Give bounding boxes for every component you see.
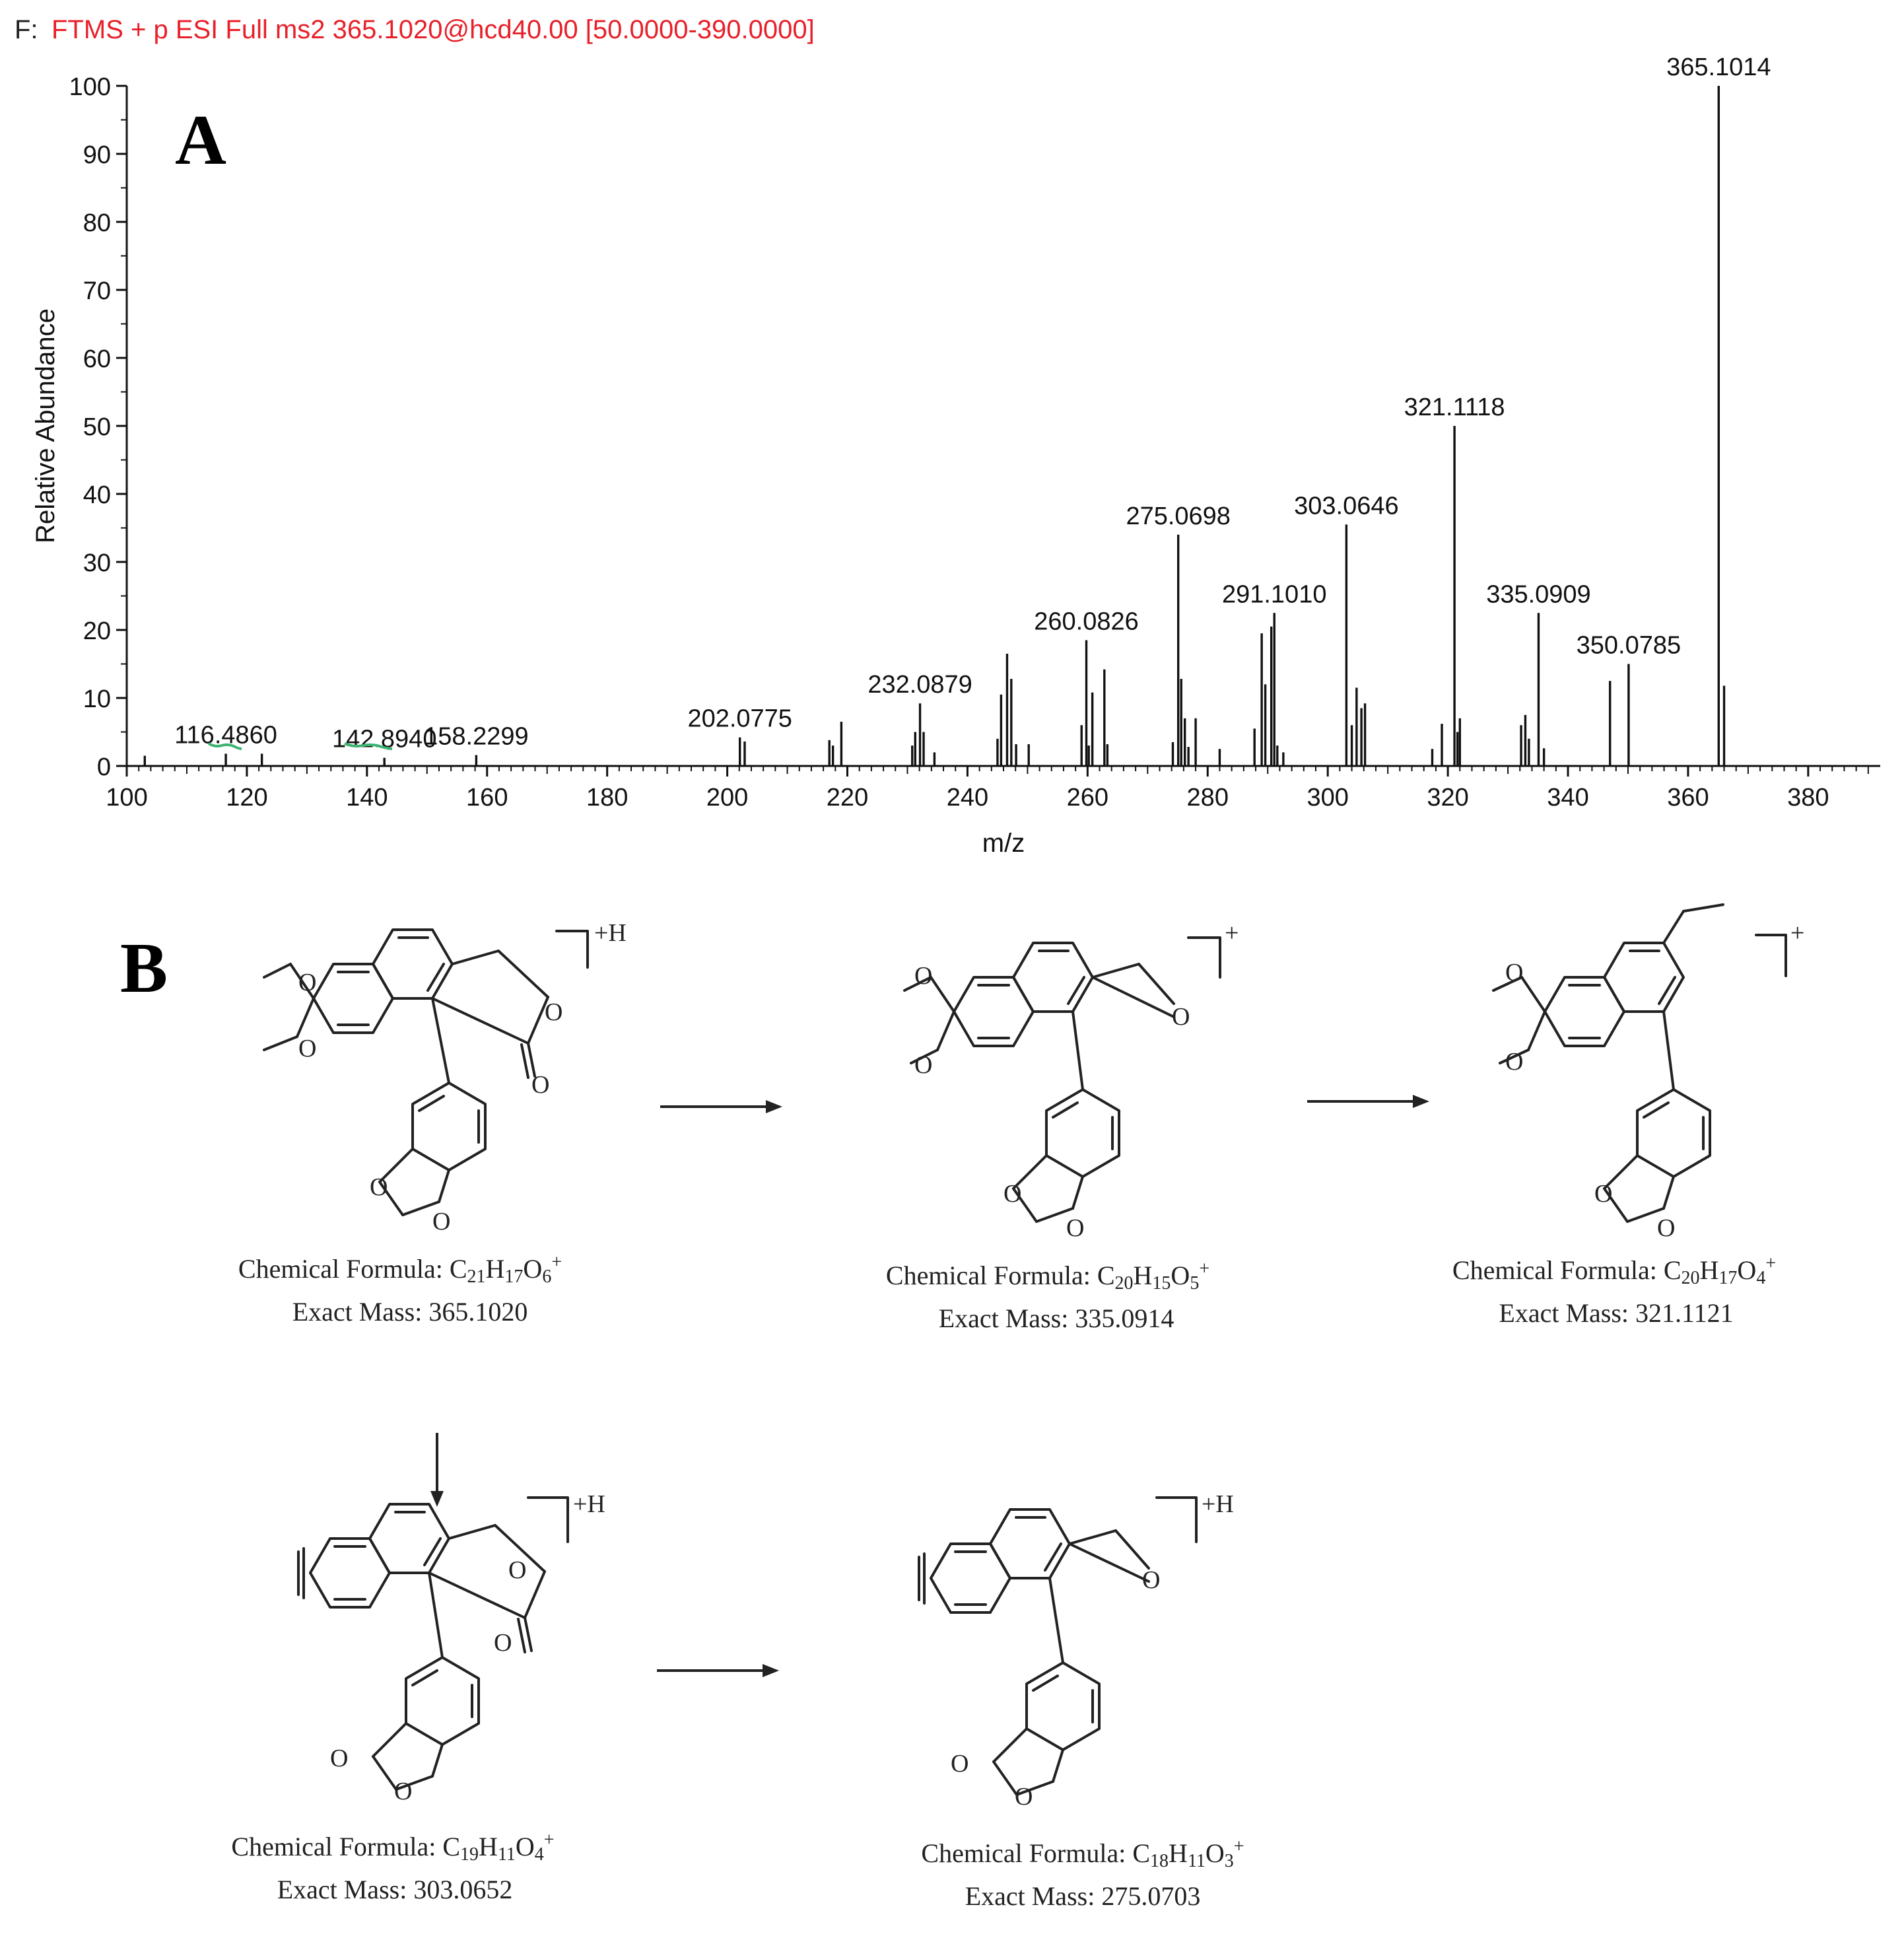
x-tick-label: 280 — [1186, 784, 1229, 812]
x-axis-label: m/z — [982, 829, 1025, 858]
caption-structure-4 — [231, 1830, 554, 1905]
y-tick-label: 20 — [83, 617, 111, 645]
chart-peak-labels — [174, 53, 1771, 753]
oxygen-atom-label: O — [330, 1745, 349, 1772]
svg-text:Exact Mass: 365.1020: Exact Mass: 365.1020 — [292, 1297, 528, 1327]
x-tick-label: 220 — [826, 784, 869, 812]
y-tick-label: 0 — [96, 753, 111, 781]
structure-parent-ion — [264, 919, 627, 1235]
x-tick-label: 100 — [106, 784, 148, 812]
oxygen-atom-label: O — [1003, 1180, 1022, 1208]
peak-label: 260.0826 — [1034, 607, 1139, 636]
peak-label: 291.1010 — [1221, 580, 1327, 609]
panel-label-a: A — [175, 101, 226, 180]
caption-structure-1 — [238, 1252, 562, 1327]
x-tick-label: 340 — [1547, 784, 1589, 812]
svg-text:Chemical Formula: C19H11O4+: Chemical Formula: C19H11O4+ — [231, 1829, 555, 1865]
y-tick-label: 40 — [83, 481, 111, 509]
fragmentation-scheme — [231, 905, 1804, 1911]
structure-fragment-335 — [904, 919, 1239, 1242]
structure-fragment-303 — [298, 1490, 605, 1805]
y-tick-label: 70 — [83, 277, 111, 305]
svg-text:Chemical Formula: C20H15O5+: Chemical Formula: C20H15O5+ — [885, 1258, 1210, 1294]
caption-structure-5 — [921, 1836, 1244, 1912]
reaction-arrow — [1307, 1095, 1429, 1108]
peak-label: 365.1014 — [1666, 53, 1771, 81]
x-tick-label: 260 — [1066, 784, 1109, 812]
y-axis-label: Relative Abundance — [31, 308, 60, 543]
oxygen-atom-label: O — [508, 1556, 527, 1584]
oxygen-atom-label: O — [494, 1629, 512, 1657]
reaction-arrow — [660, 1100, 782, 1113]
oxygen-atom-label: O — [298, 1035, 317, 1062]
chart-axes — [69, 73, 1880, 812]
peak-label: 350.0785 — [1576, 631, 1682, 660]
x-tick-label: 300 — [1307, 784, 1349, 812]
reaction-arrow — [430, 1433, 444, 1507]
svg-text:Exact Mass: 303.0652: Exact Mass: 303.0652 — [277, 1875, 513, 1904]
svg-text:Chemical Formula: C18H11O3+: Chemical Formula: C18H11O3+ — [921, 1836, 1244, 1871]
y-tick-label: 10 — [83, 685, 111, 713]
peak-label: 321.1118 — [1404, 394, 1505, 421]
y-tick-label: 60 — [83, 345, 111, 373]
x-tick-label: 140 — [346, 784, 388, 812]
x-tick-label: 160 — [466, 784, 508, 812]
oxygen-atom-label: O — [1066, 1214, 1085, 1242]
svg-text:Exact Mass: 321.1121: Exact Mass: 321.1121 — [1499, 1298, 1734, 1328]
charge-label: +H — [1202, 1490, 1234, 1518]
oxygen-atom-label: O — [531, 1071, 550, 1099]
oxygen-atom-label: O — [1505, 1048, 1524, 1076]
x-tick-label: 200 — [706, 784, 749, 812]
charge-label: +H — [573, 1490, 605, 1518]
peak-label: 158.2299 — [424, 722, 529, 751]
y-tick-label: 100 — [69, 73, 111, 101]
structure-fragment-321 — [1493, 905, 1804, 1242]
peak-label: 116.4860 — [174, 721, 277, 749]
oxygen-atom-label: O — [1015, 1783, 1033, 1811]
mass-spectrum-chart — [31, 53, 1880, 858]
oxygen-atom-label: O — [914, 1051, 933, 1079]
oxygen-atom-label: O — [432, 1208, 451, 1235]
peak-label: 142.8940 — [331, 725, 437, 753]
x-tick-label: 360 — [1667, 784, 1709, 812]
charge-label: +H — [594, 919, 627, 947]
oxygen-atom-label: O — [1505, 959, 1524, 987]
caption-structure-2 — [886, 1259, 1209, 1334]
scan-header: FTMS + p ESI Full ms2 365.1020@hcd40.00 [50.0000-390.0000] — [51, 15, 815, 44]
oxygen-atom-label: O — [545, 998, 563, 1026]
chart-peaks — [145, 86, 1724, 766]
structure-fragment-275 — [919, 1490, 1234, 1811]
oxygen-atom-label: O — [298, 969, 317, 996]
y-tick-label: 80 — [83, 209, 111, 237]
peak-label: 335.0909 — [1486, 580, 1591, 609]
peak-label: 303.0646 — [1294, 492, 1399, 520]
reaction-arrow — [657, 1664, 779, 1677]
y-tick-label: 90 — [83, 141, 111, 169]
x-tick-label: 240 — [946, 784, 989, 812]
panel-label-b: B — [120, 929, 168, 1008]
y-tick-label: 50 — [83, 413, 111, 441]
svg-text:Exact Mass: 335.0914: Exact Mass: 335.0914 — [938, 1303, 1174, 1333]
svg-text:Chemical Formula: C20H17O4+: Chemical Formula: C20H17O4+ — [1452, 1253, 1777, 1288]
y-tick-label: 30 — [83, 549, 111, 577]
charge-label: + — [1790, 919, 1805, 947]
oxygen-atom-label: O — [1172, 1003, 1190, 1031]
scan-prefix: F: — [15, 15, 38, 44]
caption-structure-3 — [1452, 1253, 1776, 1329]
svg-text:Chemical Formula: C21H17O6+: Chemical Formula: C21H17O6+ — [238, 1251, 562, 1287]
x-tick-label: 120 — [226, 784, 268, 812]
oxygen-atom-label: O — [914, 962, 933, 990]
oxygen-atom-label: O — [370, 1173, 388, 1201]
x-tick-label: 320 — [1427, 784, 1469, 812]
charge-label: + — [1225, 919, 1239, 947]
peak-label: 232.0879 — [867, 671, 972, 699]
oxygen-atom-label: O — [394, 1778, 413, 1805]
oxygen-atom-label: O — [951, 1750, 969, 1778]
oxygen-atom-label: O — [1142, 1566, 1161, 1594]
peak-label: 202.0775 — [687, 705, 792, 733]
peak-label: 275.0698 — [1126, 502, 1231, 530]
oxygen-atom-label: O — [1594, 1180, 1613, 1208]
x-tick-label: 180 — [586, 784, 629, 812]
svg-text:Exact Mass: 275.0703: Exact Mass: 275.0703 — [965, 1881, 1201, 1911]
oxygen-atom-label: O — [1657, 1214, 1676, 1242]
x-tick-label: 380 — [1787, 784, 1829, 812]
